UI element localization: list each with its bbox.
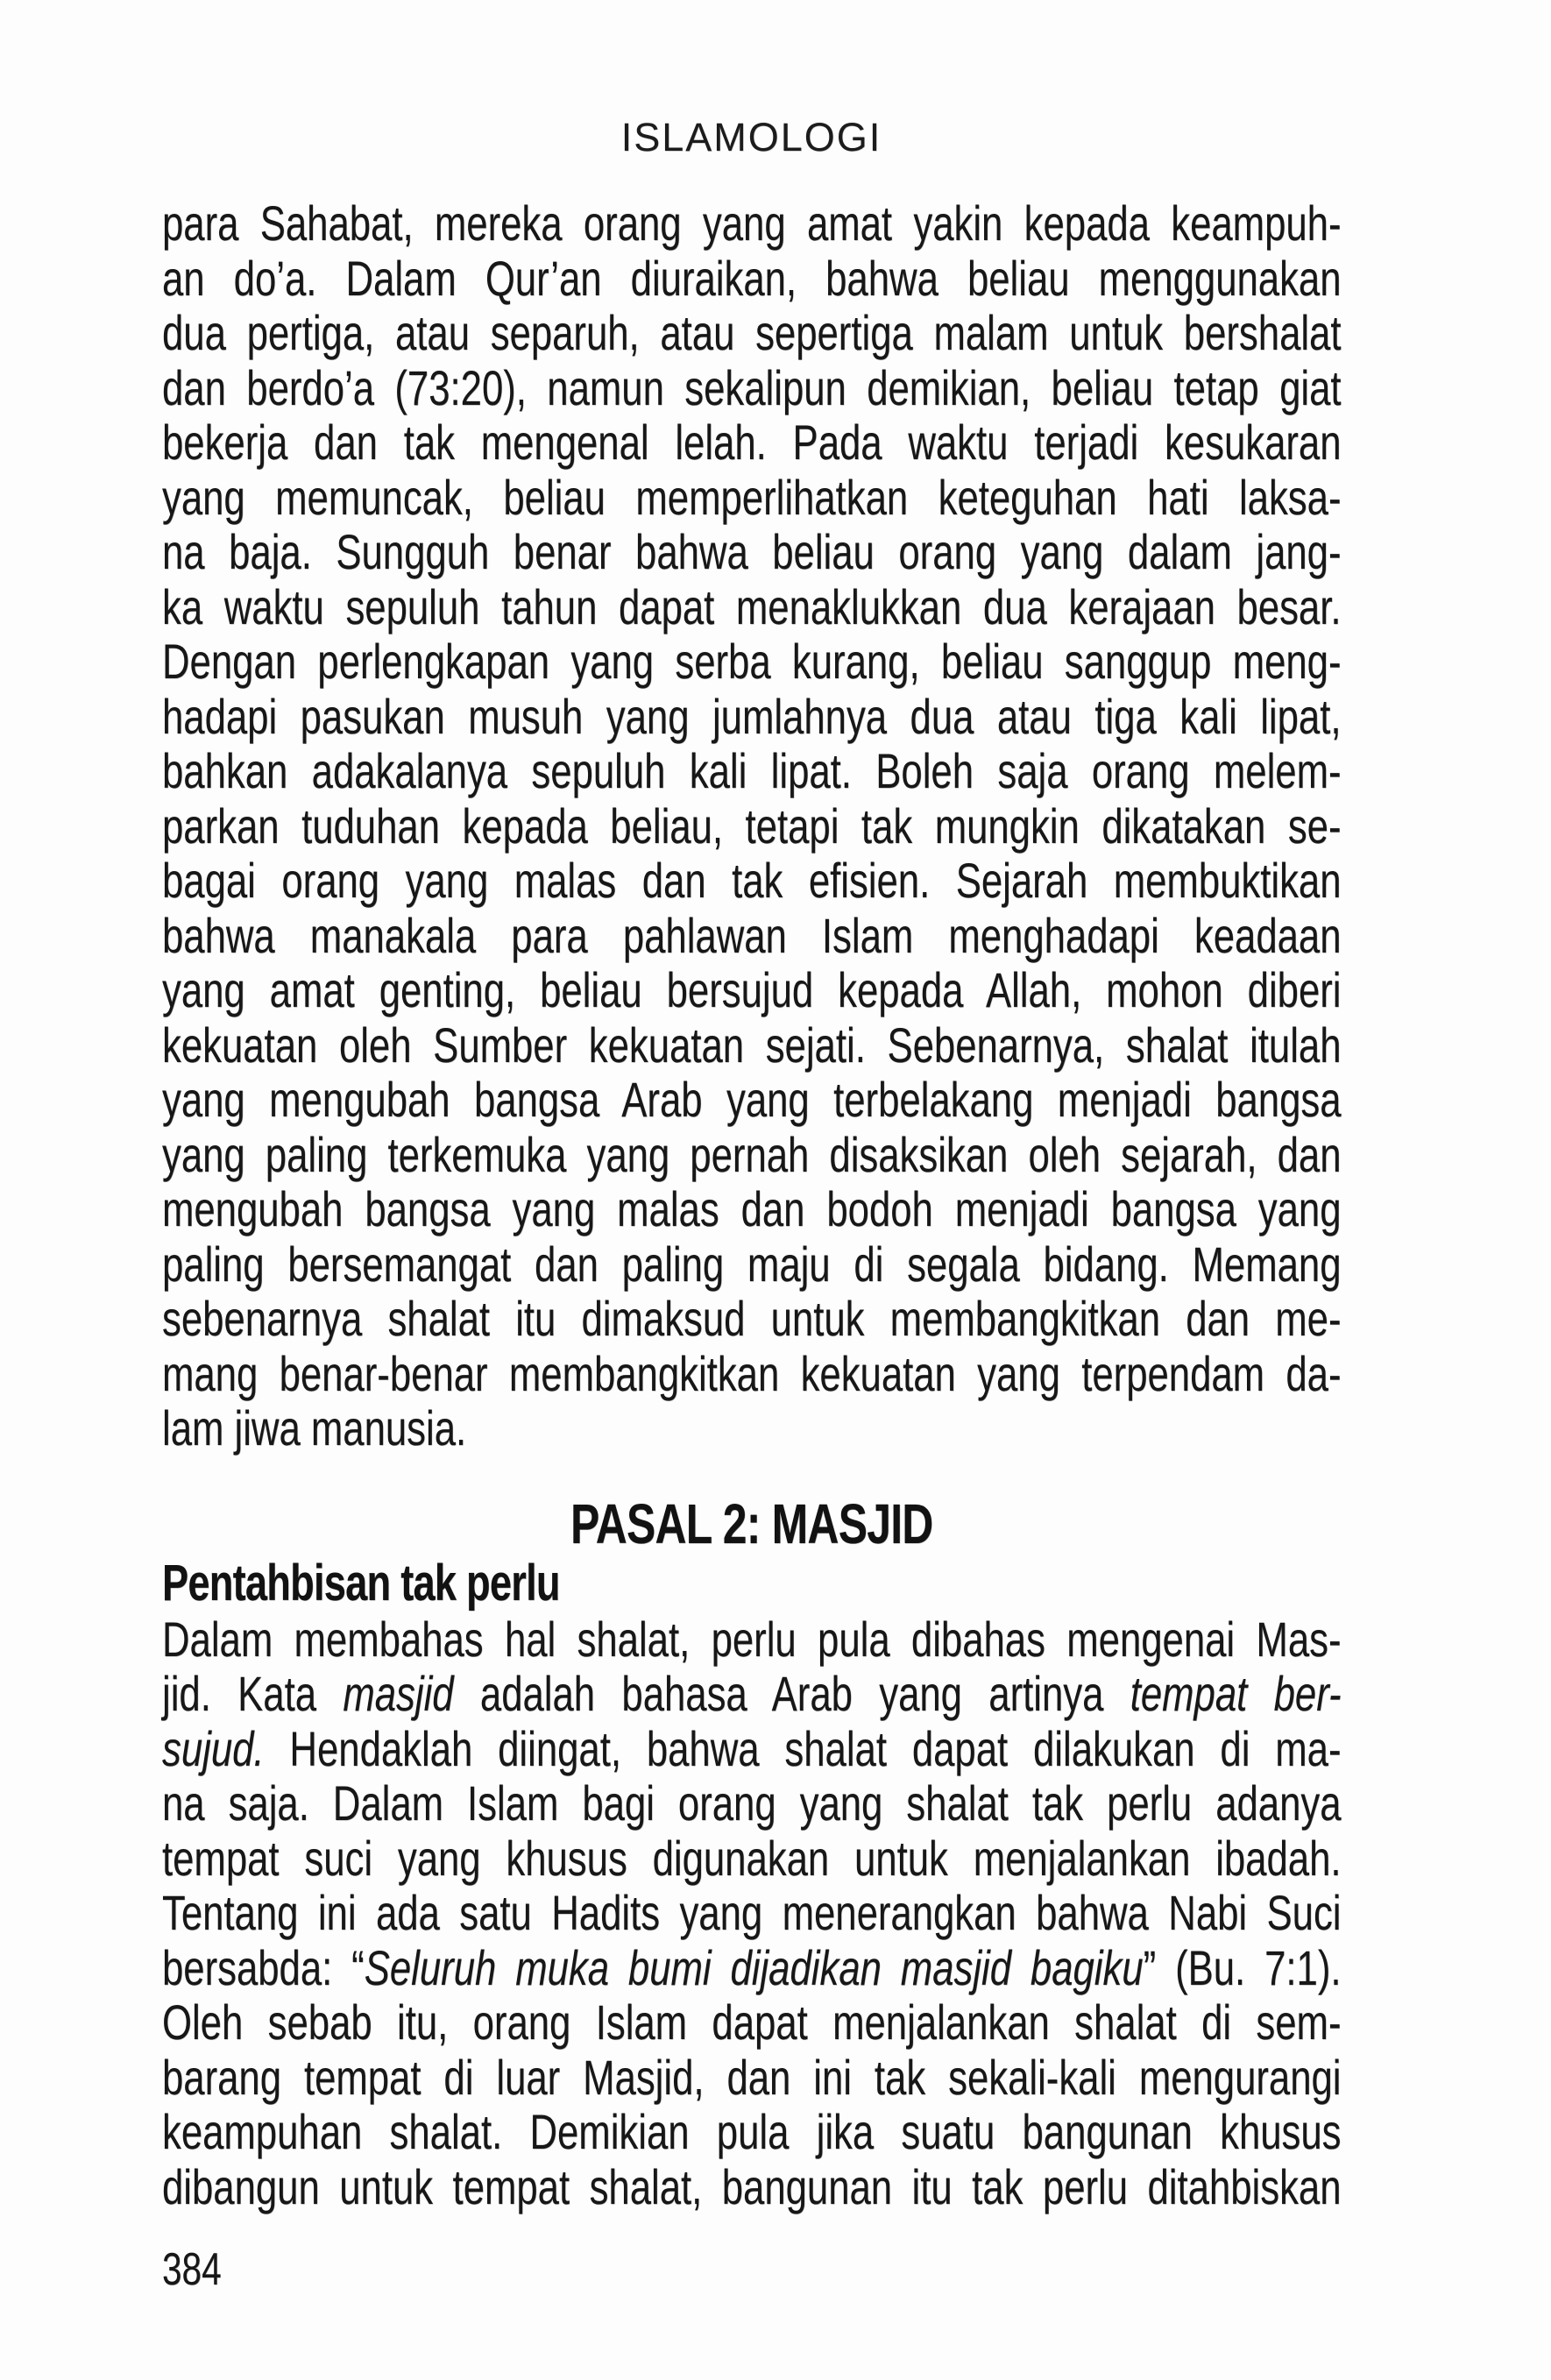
body-line: mang benar-benar membangkitkan kekuatan yang terpendam da- [162,1345,1342,1401]
body-line: sujud. Hendaklah diingat, bahwa shalat dapat dilakukan di ma- [162,1720,1342,1776]
body-line: kekuatan oleh Sumber kekuatan sejati. Sebenarnya, shalat itulah [162,1016,1342,1073]
body-line: bahkan adakalanya sepuluh kali lipat. Boleh saja orang melem- [162,743,1342,798]
page-number: 384 [162,2244,222,2295]
body-line: an do’a. Dalam Qur’an diuraikan, bahwa beliau menggunakan [162,250,1342,306]
body-line: para Sahabat, mereka orang yang amat yakin kepada keampuh- [162,195,1342,251]
body-line: dibangun untuk tempat shalat, bangunan itu tak perlu ditahbiskan [162,2158,1342,2214]
body-line: bekerja dan tak mengenal lelah. Pada waktu terjadi kesukaran [162,414,1342,470]
body-line: bahwa manakala para pahlawan Islam menghadapi keadaan [162,907,1342,963]
body-line: sebenarnya shalat itu dimaksud untuk membangkitkan dan me- [162,1291,1342,1346]
running-header: ISLAMOLOGI [620,115,882,159]
body-line: jid. Kata masjid adalah bahasa Arab yang artinya tempat ber- [162,1666,1342,1721]
section-subheading: Pentahbisan tak perlu [162,1554,560,1611]
text-column [162,196,1342,2295]
body-line: parkan tuduhan kepada beliau, tetapi tak mungkin dikatakan se- [162,797,1342,854]
body-line: yang memuncak, beliau memperlihatkan keteguhan hati laksa- [162,469,1342,525]
body-line: barang tempat di luar Masjid, dan ini tak sekali-kali mengurangi [162,2049,1342,2105]
body-line: bersabda: “Seluruh muka bumi dijadikan masjid bagiku” (Bu. 7:1). [162,1939,1342,1995]
body-line: tempat suci yang khusus digunakan untuk menjalankan ibadah. [162,1830,1342,1886]
section-heading: PASAL 2: MASJID [570,1491,933,1555]
body-line: Tentang ini ada satu Hadits yang menerangkan bahwa Nabi Suci [162,1885,1342,1940]
body-line: keampuhan shalat. Demikian pula jika suatu bangunan khusus [162,2104,1342,2159]
body-line: mengubah bangsa yang malas dan bodoh menjadi bangsa yang [162,1181,1342,1236]
body-line: na baja. Sungguh benar bahwa beliau orang yang dalam jang- [162,524,1342,579]
body-line: ka waktu sepuluh tahun dapat menaklukkan dua kerajaan besar. [162,578,1342,634]
body-line: dua pertiga, atau separuh, atau sepertiga malam untuk bershalat [162,305,1342,360]
body-line: Oleh sebab itu, orang Islam dapat menjalankan shalat di sem- [162,1994,1342,2050]
body-line: dan berdo’a (73:20), namun sekalipun demikian, beliau tetap giat [162,359,1342,415]
body-line: hadapi pasukan musuh yang jumlahnya dua atau tiga kali lipat, [162,688,1342,744]
body-line: bagai orang yang malas dan tak efisien. Sejarah membuktikan [162,853,1342,908]
body-line: Dalam membahas hal shalat, perlu pula dibahas mengenai Mas- [162,1611,1342,1667]
body-line: lam jiwa manusia. [162,1400,467,1456]
body-line: yang paling terkemuka yang pernah disaksikan oleh sejarah, dan [162,1126,1342,1182]
body-line: paling bersemangat dan paling maju di segala bidang. Memang [162,1236,1342,1292]
body-line: Dengan perlengkapan yang serba kurang, beliau sanggup meng- [162,634,1342,689]
body-line: na saja. Dalam Islam bagi orang yang shalat tak perlu adanya [162,1775,1342,1831]
body-line: yang mengubah bangsa Arab yang terbelakang menjadi bangsa [162,1072,1342,1127]
body-line: yang amat genting, beliau bersujud kepada Allah, mohon diberi [162,962,1342,1017]
